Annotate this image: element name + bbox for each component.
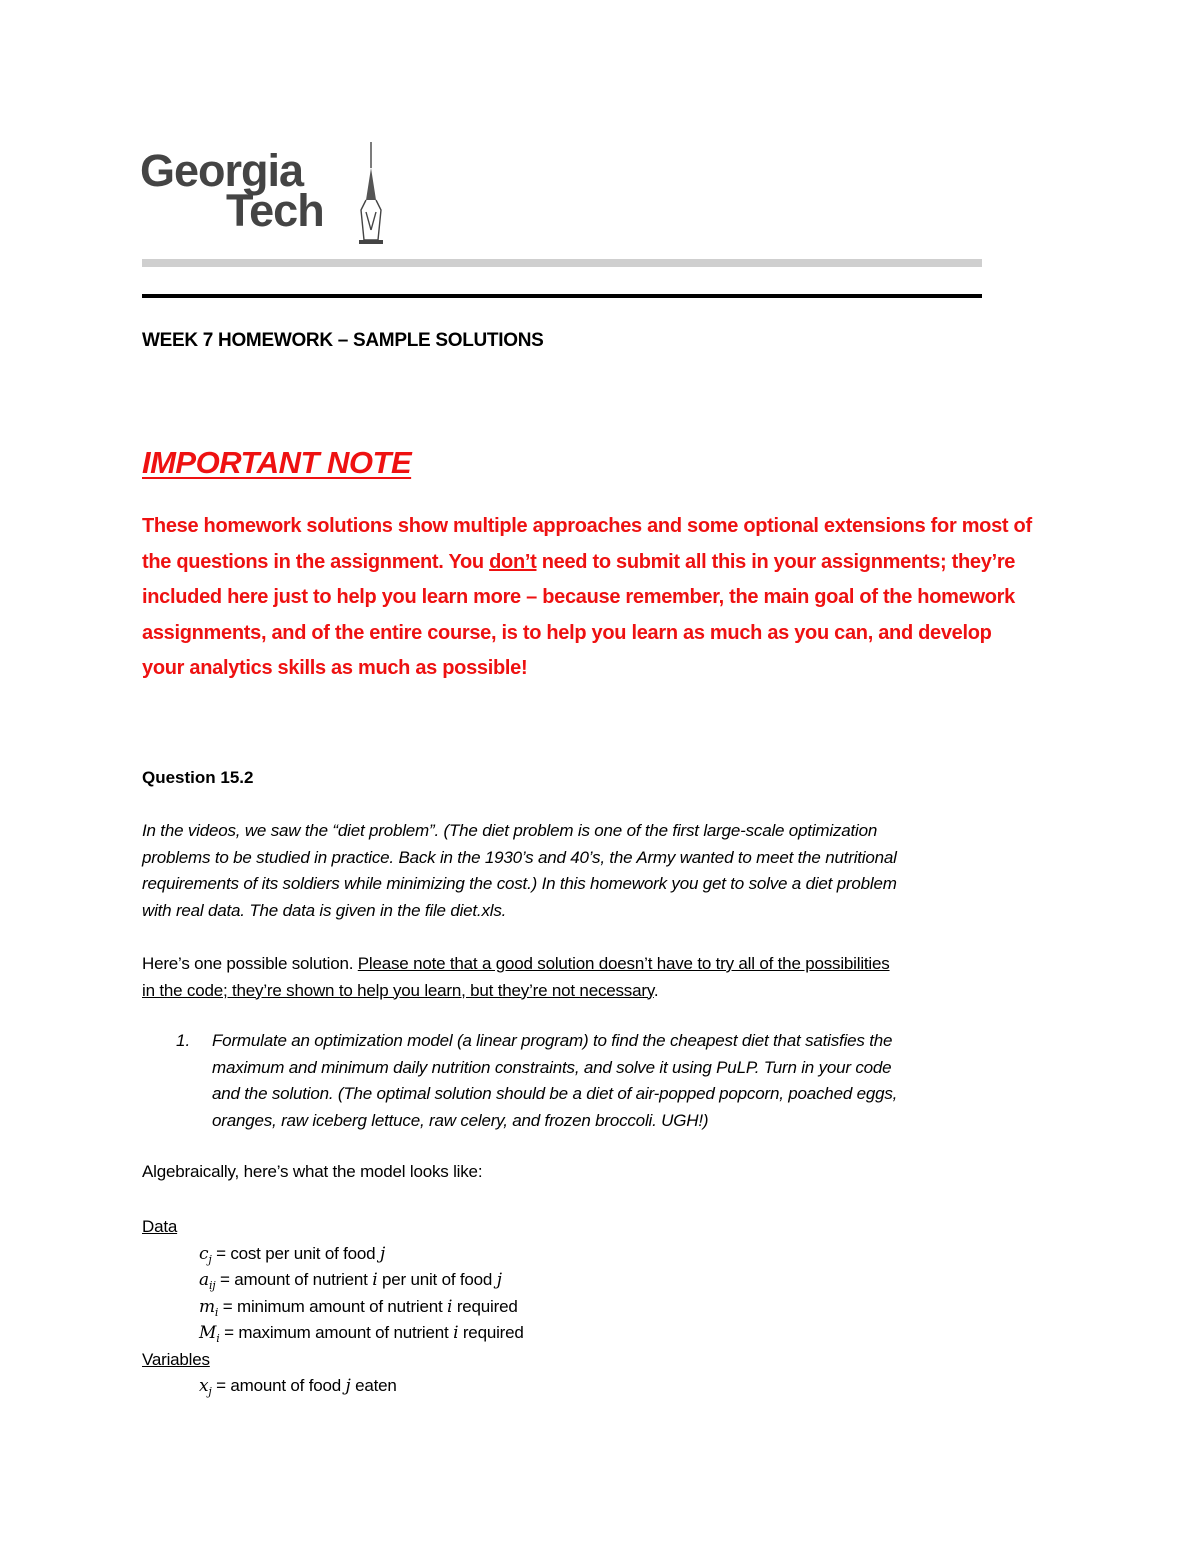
math-subscript: i	[216, 1332, 220, 1345]
algebra-intro: Algebraically, here’s what the model looks like:	[142, 1162, 483, 1181]
important-note-heading: IMPORTANT NOTE	[142, 445, 412, 480]
math-variable: j	[379, 1243, 386, 1264]
solution-note-underlined: in the code; they’re shown to help you learn, but they’re not necessary	[142, 980, 654, 1000]
math-subscript: j	[208, 1385, 212, 1398]
data-item	[142, 1267, 1062, 1294]
definition-text: = amount of nutrient	[215, 1270, 373, 1289]
logo-line2: Tech	[226, 185, 324, 236]
document-title: WEEK 7 HOMEWORK – SAMPLE SOLUTIONS	[142, 330, 544, 351]
tech-tower-icon	[359, 142, 383, 244]
math-subscript: i	[214, 1305, 219, 1319]
definition-text: per unit of food	[377, 1270, 497, 1289]
solution-note-underlined: Please note that a good solution doesn’t have to try all of the possibilities	[357, 954, 890, 973]
definition-text: required	[458, 1323, 524, 1342]
question-heading: Question 15.2	[142, 768, 254, 787]
math-variable: j	[345, 1376, 351, 1396]
task-number: 1.	[176, 1031, 191, 1050]
math-subscript: ij	[208, 1279, 216, 1292]
math-symbol: m	[199, 1296, 215, 1317]
task-line: Formulate an optimization model (a linear program) to find the cheapest diet that satisfies the	[212, 1031, 893, 1050]
note-line	[142, 545, 1082, 581]
note-text: the questions in the assignment. You	[142, 550, 490, 573]
note-line: your analytics skills as much as possible!	[142, 657, 528, 679]
georgia-tech-logo	[140, 140, 400, 250]
variable-item	[142, 1373, 1062, 1400]
question-prompt	[142, 818, 1062, 924]
solution-text: .	[653, 980, 659, 1000]
definition-text: = minimum amount of nutrient	[218, 1296, 448, 1316]
definition-text: = cost per unit of food	[211, 1243, 380, 1263]
variables-heading: Variables	[142, 1349, 210, 1369]
task-line: maximum and minimum daily nutrition constraints, and solve it using PuLP. Turn in your code	[212, 1057, 892, 1077]
note-line: These homework solutions show multiple approaches and some optional extensions for most of	[142, 515, 1032, 537]
data-item	[142, 1320, 1062, 1347]
note-line: assignments, and of the entire course, is to help you learn as much as you can, and develop	[142, 621, 992, 644]
data-heading: Data	[142, 1217, 178, 1236]
math-subscript: j	[208, 1252, 212, 1266]
definition-text: eaten	[350, 1376, 397, 1395]
definition-text: = amount of food	[211, 1376, 346, 1395]
solution-intro	[142, 951, 1062, 1004]
solution-line	[142, 978, 1062, 1005]
prompt-line: with real data. The data is given in the file diet.xls.	[142, 900, 507, 920]
important-note-body	[142, 509, 1082, 687]
solution-text: Here’s one possible solution.	[142, 954, 358, 973]
header-rule-gray	[142, 259, 982, 267]
math-variable: i	[372, 1270, 378, 1290]
task-line: and the solution. (The optimal solution should be a diet of air-popped popcorn, poached eggs,	[212, 1084, 898, 1103]
prompt-line: In the videos, we saw the “diet problem”. (The diet problem is one of the first large-scale optimization	[142, 821, 878, 840]
task-text	[212, 1028, 1072, 1134]
math-symbol: M	[199, 1323, 217, 1343]
note-text: need to submit all this in your assignments; they’re	[536, 550, 1016, 573]
math-symbol: c	[199, 1243, 209, 1264]
note-underlined-word: don’t	[489, 550, 537, 573]
definition-text: required	[452, 1296, 518, 1316]
prompt-line: problems to be studied in practice. Back in the 1930’s and 40’s, the Army wanted to meet the nutritional	[142, 847, 897, 867]
prompt-line: requirements of its soldiers while minimizing the cost.) In this homework you get to solve a diet problem	[142, 874, 897, 893]
data-item	[142, 1241, 1062, 1268]
note-line: included here just to help you learn more – because remember, the main goal of the homework	[142, 586, 1015, 608]
model-definition	[142, 1214, 1062, 1400]
math-symbol: x	[199, 1376, 209, 1396]
logo-line1: Georgia	[140, 145, 304, 196]
data-item	[142, 1294, 1062, 1321]
math-variable: i	[453, 1323, 459, 1343]
header-rule-black	[142, 294, 982, 298]
math-symbol: a	[199, 1270, 209, 1290]
task-line: oranges, raw iceberg lettuce, raw celery, and frozen broccoli. UGH!)	[212, 1110, 709, 1130]
definition-text: = maximum amount of nutrient	[219, 1323, 454, 1342]
math-variable: j	[496, 1270, 502, 1290]
math-variable: i	[447, 1296, 453, 1317]
solution-line	[142, 951, 1062, 978]
